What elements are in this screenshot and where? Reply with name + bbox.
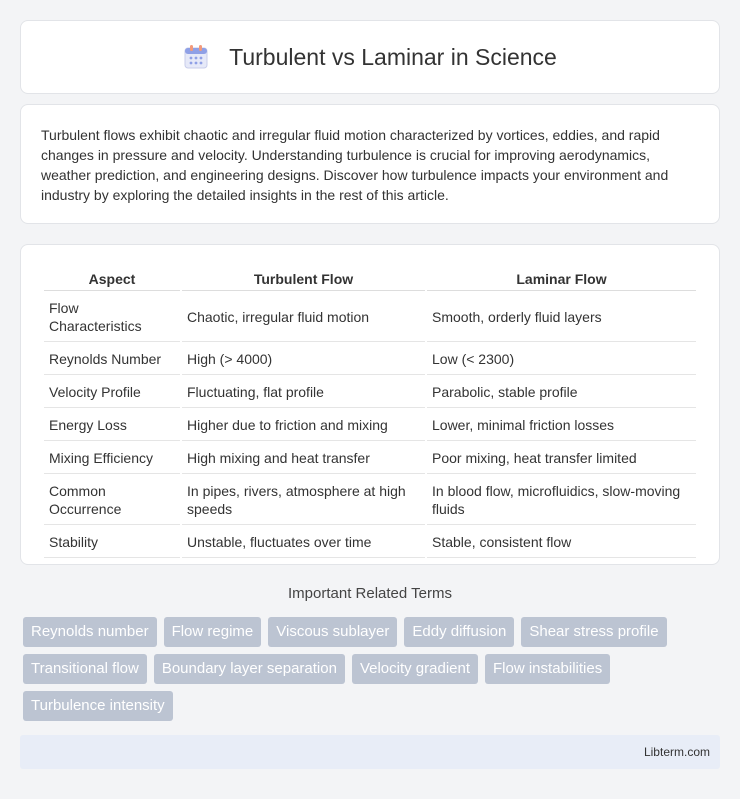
term-tag[interactable]: Eddy diffusion	[404, 617, 514, 647]
table-row	[44, 476, 696, 525]
cell-laminar: Parabolic, stable profile	[427, 377, 696, 408]
header-turbulent: Turbulent Flow	[182, 265, 425, 291]
term-tag[interactable]: Viscous sublayer	[268, 617, 397, 647]
cell-turbulent: High (> 4000)	[182, 344, 425, 375]
term-tag[interactable]: Shear stress profile	[521, 617, 666, 647]
cell-turbulent: Higher due to friction and mixing	[182, 410, 425, 441]
cell-aspect: Flow Characteristics	[44, 293, 180, 342]
footer-brand-link[interactable]: Libterm.com	[643, 745, 710, 759]
term-tag[interactable]: Turbulence intensity	[23, 691, 173, 721]
cell-aspect: Stability	[44, 527, 180, 558]
table-header-row	[44, 265, 696, 291]
cell-laminar: Smooth, orderly fluid layers	[427, 293, 696, 342]
cell-laminar: In blood flow, microfluidics, slow-moving fluids	[427, 476, 696, 525]
term-tag[interactable]: Transitional flow	[23, 654, 147, 684]
header-laminar: Laminar Flow	[427, 265, 696, 291]
table-row	[44, 527, 696, 558]
cell-turbulent: In pipes, rivers, atmosphere at high speeds	[182, 476, 425, 525]
cell-aspect: Common Occurrence	[44, 476, 180, 525]
cell-aspect: Reynolds Number	[44, 344, 180, 375]
table-row	[44, 410, 696, 441]
cell-turbulent: Chaotic, irregular fluid motion	[182, 293, 425, 342]
related-terms-list	[23, 617, 723, 721]
table-row	[44, 344, 696, 375]
comparison-table-card	[20, 244, 720, 565]
calendar-icon	[183, 44, 209, 70]
cell-turbulent: Fluctuating, flat profile	[182, 377, 425, 408]
cell-laminar: Low (< 2300)	[427, 344, 696, 375]
footer	[20, 735, 720, 769]
cell-laminar: Stable, consistent flow	[427, 527, 696, 558]
cell-aspect: Mixing Efficiency	[44, 443, 180, 474]
comparison-table	[42, 263, 698, 560]
header-aspect: Aspect	[44, 265, 180, 291]
term-tag[interactable]: Reynolds number	[23, 617, 157, 647]
intro-card	[20, 104, 720, 224]
cell-aspect: Energy Loss	[44, 410, 180, 441]
page-title: Turbulent vs Laminar in Science	[229, 43, 557, 70]
table-row	[44, 293, 696, 342]
related-terms-title: Important Related Terms	[288, 585, 452, 602]
cell-aspect: Velocity Profile	[44, 377, 180, 408]
table-row	[44, 443, 696, 474]
cell-turbulent: High mixing and heat transfer	[182, 443, 425, 474]
cell-laminar: Lower, minimal friction losses	[427, 410, 696, 441]
cell-laminar: Poor mixing, heat transfer limited	[427, 443, 696, 474]
table-row	[44, 377, 696, 408]
header-card	[20, 20, 720, 94]
term-tag[interactable]: Velocity gradient	[352, 654, 478, 684]
term-tag[interactable]: Flow regime	[164, 617, 262, 647]
term-tag[interactable]: Boundary layer separation	[154, 654, 345, 684]
cell-turbulent: Unstable, fluctuates over time	[182, 527, 425, 558]
intro-text: Turbulent flows exhibit chaotic and irregular fluid motion characterized by vortices, eddies, and rapid changes in pressure and velocity. Understanding turbulence is crucial for improving aerodynamics, weather prediction, and engineering designs. Discover how turbulence impacts your environment and industry by exploring the detailed insights in the rest of this article.	[41, 127, 669, 203]
term-tag[interactable]: Flow instabilities	[485, 654, 610, 684]
